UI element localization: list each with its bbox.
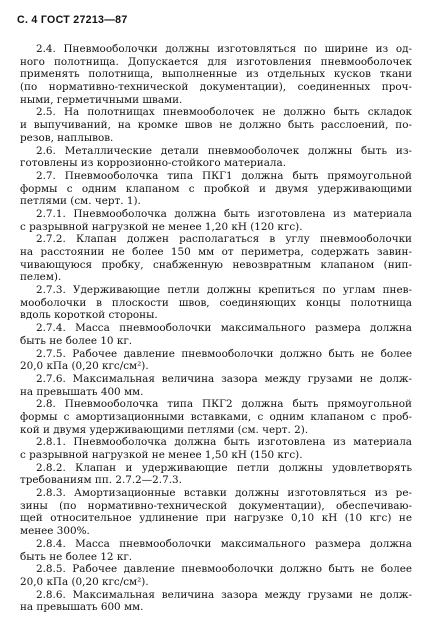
text-line: 2.8.5. Рабочее давление пневмооболочки должно быть не более bbox=[36, 563, 412, 576]
text-line: 2.8.2. Клапан и удерживающие петли должны удовлетворять bbox=[36, 461, 412, 474]
text-line: 20,0 кПа (0,20 кгс/см²). bbox=[20, 360, 149, 373]
text-line: и выпучиваний, на кромке швов не должно быть расслоений, по- bbox=[20, 119, 412, 132]
text-line: 2.8.3. Амортизационные вставки должны изготовляться из ре- bbox=[36, 487, 412, 500]
text-line: формы с амортизационными вставками, с одним клапаном с проб- bbox=[20, 410, 412, 423]
text-line: 2.7.5. Рабочее давление пневмооболочки должно быть не более bbox=[36, 347, 412, 360]
page-header: С. 4 ГОСТ 27213—87 bbox=[17, 14, 128, 26]
text-line: щей относительное удлинение при нагрузке 0,10 кН (10 кгс) не bbox=[20, 512, 412, 525]
text-line: ного полотнища. Допускается для изготовления пневмооболочек bbox=[20, 55, 412, 68]
text-line: 2.7.4. Масса пневмооболочки максимального размера должна bbox=[36, 322, 412, 335]
text-line: 2.6. Металлические детали пневмооболочек должны быть из- bbox=[36, 144, 412, 157]
text-line: 20,0 кПа (0,20 кгс/см²). bbox=[20, 575, 149, 588]
text-line: 2.8. Пневмооболочка типа ПКГ2 должна быть прямоугольной bbox=[36, 398, 412, 411]
text-line: 2.5. На полотнищах пневмооболочек не должно быть складок bbox=[36, 106, 412, 119]
text-line: мооболочки в плоскости швов, соединяющих концы полотнища bbox=[20, 296, 412, 309]
document-body bbox=[20, 43, 412, 614]
text-line: готовлены из коррозионно-стойкого материала. bbox=[20, 157, 287, 170]
text-line: с разрывной нагрузкой не менее 1,50 кН (150 кгс). bbox=[20, 449, 303, 461]
text-line: 2.7.3. Удерживающие петли должны крепиться по углам пнев- bbox=[36, 284, 412, 297]
text-line: 2.8.1. Пневмооболочка должна быть изготовлена из материала bbox=[36, 436, 412, 449]
text-line: на превышать 400 мм. bbox=[20, 385, 144, 398]
text-line: 2.7.6. Максимальная величина зазора между грузами не долж- bbox=[36, 372, 412, 385]
text-line: на превышать 600 мм. bbox=[20, 601, 144, 614]
text-line: менее 300%. bbox=[20, 525, 90, 538]
text-line: на расстоянии не более 150 мм от периметра, содержать завин- bbox=[20, 246, 412, 258]
text-line: 2.7. Пневмооболочка типа ПКГ1 должна быть прямоугольной bbox=[36, 169, 412, 182]
text-line: кой и двумя удерживающими петлями (см. черт. 2). bbox=[20, 423, 309, 436]
text-line: пелем). bbox=[20, 271, 62, 284]
text-line: (по нормативно-технической документации), соединенных проч- bbox=[20, 81, 412, 94]
text-line: чивающуюся пробку, снабженную невозвратным клапаном (нип- bbox=[20, 258, 412, 271]
text-line: применять полотнища, выполненные из отдельных кусков ткани bbox=[20, 68, 412, 81]
text-line: 2.7.1. Пневмооболочка должна быть изготовлена из материала bbox=[36, 207, 412, 220]
text-line: петлями (см. черт. 1). bbox=[20, 195, 141, 208]
text-line: зины (по нормативно-технической документации), обеспечиваю- bbox=[20, 499, 412, 512]
text-line: с разрывной нагрузкой не менее 1,20 кН (120 кгс). bbox=[20, 220, 303, 233]
text-line: требованиям пп. 2.7.2—2.7.3. bbox=[20, 474, 182, 487]
text-line: 2.4. Пневмооболочки должны изготовляться по ширине из од- bbox=[36, 43, 412, 55]
text-line: 2.8.4. Масса пневмооболочки максимального размера должна bbox=[36, 537, 412, 550]
text-line: 2.8.6. Максимальная величина зазора между грузами не долж- bbox=[36, 588, 412, 601]
text-line: резов, наплывов. bbox=[20, 131, 114, 144]
text-line: 2.7.2. Клапан должен располагаться в углу пневмооболочки bbox=[36, 233, 412, 246]
text-line: вдоль короткой стороны. bbox=[20, 309, 158, 322]
text-line: ными, герметичными швами. bbox=[20, 93, 183, 106]
text-line: формы с одним клапаном с пробкой и двумя удерживающими bbox=[20, 182, 412, 195]
text-line: быть не более 12 кг. bbox=[20, 550, 133, 563]
text-line: быть не более 10 кг. bbox=[20, 334, 133, 347]
